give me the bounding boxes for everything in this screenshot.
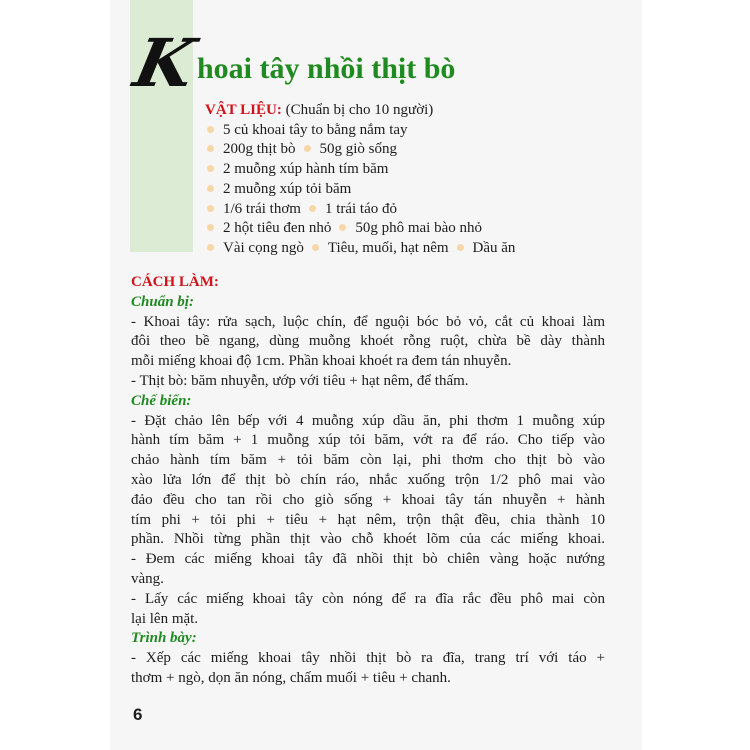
method-text-line: vàng. xyxy=(131,570,164,587)
drop-cap: K xyxy=(127,24,202,102)
bullet-icon xyxy=(312,244,319,251)
ingredient-item: 2 hột tiêu đen nhỏ xyxy=(223,220,332,237)
bullet-icon xyxy=(207,205,214,212)
page-number: 6 xyxy=(133,705,143,724)
method-subheading: Trình bày: xyxy=(131,630,197,647)
bullet-icon xyxy=(457,244,464,251)
method-text-line: xào lửa lớn để thịt bò chín ráo, nhắc xuống trộn 1/2 phô mai vào xyxy=(131,471,605,488)
method-text-line: mỗi miếng khoai độ 1cm. Phần khoai khoét ra đem tán nhuyễn. xyxy=(131,353,512,370)
ingredient-item: 5 củ khoai tây to bằng nắm tay xyxy=(223,121,408,138)
method-heading: CÁCH LÀM: xyxy=(131,274,219,290)
bullet-icon xyxy=(207,165,214,172)
method-text-line: tím phi + tỏi phi + tiêu + hạt nêm, trộn thật đều, chia thành 10 xyxy=(131,511,605,528)
ingredient-line xyxy=(205,160,515,180)
recipe-title: hoai tây nhồi thịt bò xyxy=(197,52,456,85)
ingredient-item: 1 trái táo đỏ xyxy=(324,200,398,217)
bullet-icon xyxy=(207,185,214,192)
ingredient-item: Tiêu, muối, hạt nêm xyxy=(327,239,449,256)
ingredient-line xyxy=(205,180,515,200)
method-text-line: - Khoai tây: rửa sạch, luộc chín, để nguội bóc bỏ vỏ, cắt củ khoai làm xyxy=(131,313,605,330)
ingredients-heading: VẬT LIỆU: xyxy=(205,102,282,118)
bullet-icon xyxy=(207,145,214,152)
ingredient-item: 2 muỗng xúp hành tím băm xyxy=(223,161,389,178)
ingredient-item: Vài cọng ngò xyxy=(223,239,304,256)
method-text-line: đảo đều cho tan rồi cho giò sống + khoai tây tán nhuyễn + hành xyxy=(131,491,605,508)
method-text-line: - Đặt chảo lên bếp với 4 muỗng xúp dầu ăn, phi thơm 1 muỗng xúp xyxy=(131,412,605,429)
method-text-line: chảo hành tím băm + tỏi băm còn lại, phi thơm cho thịt bò vào xyxy=(131,452,605,469)
method-section xyxy=(131,273,605,689)
method-text-line: - Thịt bò: băm nhuyễn, ướp với tiêu + hạt nêm, để thấm. xyxy=(131,372,469,389)
method-text-line: đôi theo bề ngang, dùng muỗng khoét rỗng ruột, chừa bề dày thành xyxy=(131,333,605,350)
bullet-icon xyxy=(207,224,214,231)
method-subheading: Chuẩn bị: xyxy=(131,293,194,310)
bullet-icon xyxy=(339,224,346,231)
ingredient-line xyxy=(205,140,515,160)
ingredients-header xyxy=(205,101,515,121)
bullet-icon xyxy=(207,126,214,133)
bullet-icon xyxy=(304,145,311,152)
method-text-line: lại lên mặt. xyxy=(131,610,199,627)
ingredient-line xyxy=(205,239,515,259)
method-text-line: - Đem các miếng khoai tây đã nhồi thịt bò chiên vàng hoặc nướng xyxy=(131,551,605,568)
ingredient-item: Dầu ăn xyxy=(472,239,516,256)
ingredient-item: 1/6 trái thơm xyxy=(223,200,301,217)
ingredient-item: 2 muỗng xúp tỏi băm xyxy=(223,180,352,197)
method-text-line: thơm + ngò, dọn ăn nóng, chấm muối + tiêu + chanh. xyxy=(131,669,451,686)
method-text-line: phần. Nhồi từng phần thịt vào chỗ khoét lõm của các miếng khoai. xyxy=(131,531,605,548)
servings-note: (Chuẩn bị cho 10 người) xyxy=(285,102,434,118)
ingredients-section xyxy=(205,101,515,259)
method-text-line: - Lấy các miếng khoai tây còn nóng để ra đĩa rắc đều phô mai còn xyxy=(131,590,605,607)
ingredient-line xyxy=(205,200,515,220)
ingredient-item: 200g thịt bò xyxy=(223,141,296,158)
ingredient-item: 50g giò sống xyxy=(319,141,398,158)
bullet-icon xyxy=(309,205,316,212)
method-text-line: hành tím băm + 1 muỗng xúp tỏi băm, vớt ra để ráo. Cho tiếp vào xyxy=(131,432,605,449)
method-text-line: - Xếp các miếng khoai tây nhồi thịt bò ra đĩa, trang trí với táo + xyxy=(131,650,605,667)
ingredient-line xyxy=(205,219,515,239)
method-subheading: Chế biến: xyxy=(131,392,192,409)
ingredient-line xyxy=(205,121,515,141)
ingredient-item: 50g phô mai bào nhỏ xyxy=(355,220,482,237)
bullet-icon xyxy=(207,244,214,251)
